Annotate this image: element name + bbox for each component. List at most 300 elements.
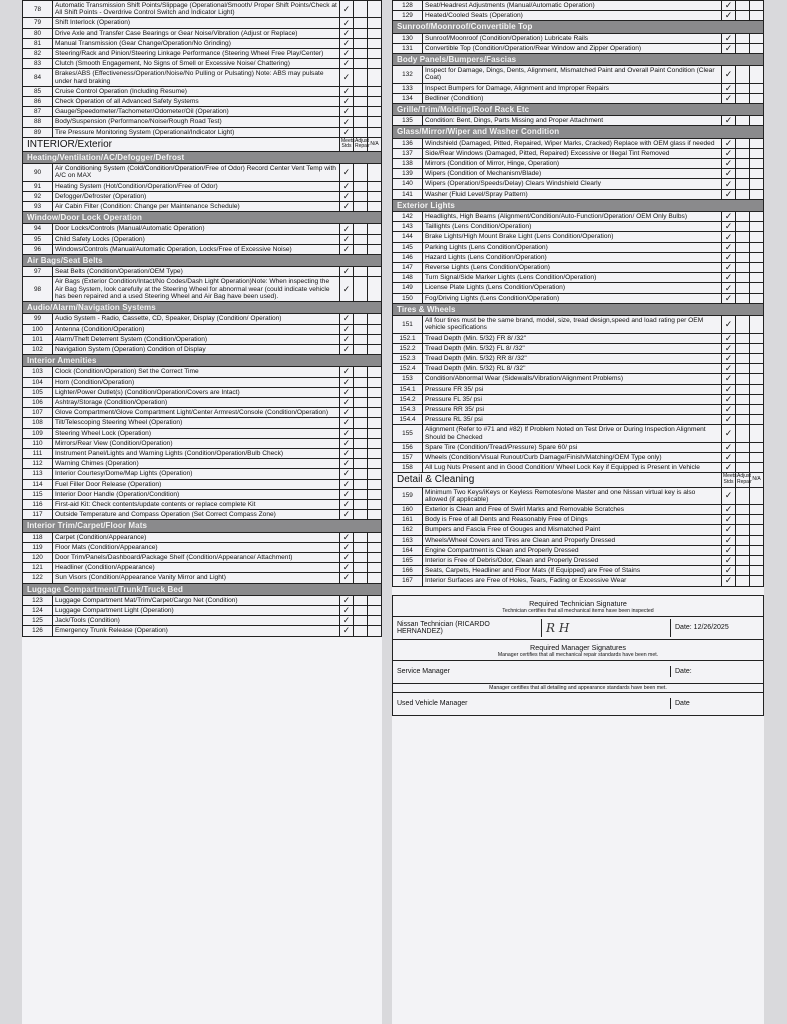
meets-standards-checkbox[interactable]: ✓ [722, 576, 736, 586]
meets-standards-checkbox[interactable]: ✓ [340, 334, 354, 344]
adjust-repair-checkbox[interactable] [354, 59, 368, 69]
right-checklist-table [392, 0, 764, 587]
not-applicable-checkbox[interactable] [368, 595, 382, 605]
meets-standards-checkbox[interactable]: ✓ [722, 116, 736, 126]
meets-standards-checkbox[interactable]: ✓ [340, 86, 354, 96]
not-applicable-checkbox[interactable] [750, 353, 764, 363]
meets-standards-checkbox[interactable]: ✓ [722, 343, 736, 353]
meets-standards-checkbox[interactable]: ✓ [722, 374, 736, 384]
not-applicable-checkbox[interactable] [368, 616, 382, 626]
not-applicable-checkbox[interactable] [750, 273, 764, 283]
not-applicable-checkbox[interactable] [750, 333, 764, 343]
adjust-repair-checkbox[interactable] [354, 408, 368, 418]
not-applicable-checkbox[interactable] [750, 33, 764, 43]
meets-standards-checkbox[interactable]: ✓ [722, 545, 736, 555]
not-applicable-checkbox[interactable] [368, 479, 382, 489]
not-applicable-checkbox[interactable] [750, 425, 764, 442]
not-applicable-checkbox[interactable] [368, 191, 382, 201]
adjust-repair-checkbox[interactable] [736, 222, 750, 232]
not-applicable-checkbox[interactable] [750, 394, 764, 404]
adjust-repair-checkbox[interactable] [354, 510, 368, 520]
adjust-repair-checkbox[interactable] [736, 83, 750, 93]
not-applicable-checkbox[interactable] [750, 148, 764, 158]
not-applicable-checkbox[interactable] [750, 179, 764, 189]
not-applicable-checkbox[interactable] [750, 189, 764, 199]
meets-standards-checkbox[interactable]: ✓ [722, 394, 736, 404]
not-applicable-checkbox[interactable] [750, 66, 764, 83]
meets-standards-checkbox[interactable]: ✓ [722, 212, 736, 222]
not-applicable-checkbox[interactable] [750, 169, 764, 179]
adjust-repair-checkbox[interactable] [354, 397, 368, 407]
meets-standards-checkbox[interactable]: ✓ [340, 418, 354, 428]
not-applicable-checkbox[interactable] [368, 97, 382, 107]
adjust-repair-checkbox[interactable] [736, 189, 750, 199]
adjust-repair-checkbox[interactable] [354, 18, 368, 28]
meets-standards-checkbox[interactable]: ✓ [340, 595, 354, 605]
adjust-repair-checkbox[interactable] [354, 97, 368, 107]
not-applicable-checkbox[interactable] [368, 127, 382, 137]
meets-standards-checkbox[interactable]: ✓ [722, 232, 736, 242]
adjust-repair-checkbox[interactable] [354, 164, 368, 181]
adjust-repair-checkbox[interactable] [354, 224, 368, 234]
not-applicable-checkbox[interactable] [368, 324, 382, 334]
not-applicable-checkbox[interactable] [750, 242, 764, 252]
adjust-repair-checkbox[interactable] [736, 116, 750, 126]
not-applicable-checkbox[interactable] [368, 532, 382, 542]
adjust-repair-checkbox[interactable] [736, 504, 750, 514]
meets-standards-checkbox[interactable]: ✓ [340, 107, 354, 117]
meets-standards-checkbox[interactable]: ✓ [722, 316, 736, 333]
item-description: Check Operation of all Advanced Safety Systems [53, 97, 340, 107]
adjust-repair-checkbox[interactable] [736, 43, 750, 53]
meets-standards-checkbox[interactable]: ✓ [340, 438, 354, 448]
not-applicable-checkbox[interactable] [368, 428, 382, 438]
item-description: Condition/Abnormal Wear (Sidewalls/Vibration/Alignment Problems) [423, 374, 722, 384]
adjust-repair-checkbox[interactable] [354, 605, 368, 615]
not-applicable-checkbox[interactable] [368, 334, 382, 344]
adjust-repair-checkbox[interactable] [736, 1, 750, 11]
adjust-repair-checkbox[interactable] [354, 563, 368, 573]
meets-standards-checkbox[interactable]: ✓ [722, 515, 736, 525]
adjust-repair-checkbox[interactable] [354, 459, 368, 469]
not-applicable-checkbox[interactable] [368, 181, 382, 191]
not-applicable-checkbox[interactable] [750, 452, 764, 462]
not-applicable-checkbox[interactable] [368, 117, 382, 127]
meets-standards-checkbox[interactable]: ✓ [722, 252, 736, 262]
meets-standards-checkbox[interactable]: ✓ [340, 397, 354, 407]
meets-standards-checkbox[interactable]: ✓ [340, 49, 354, 59]
not-applicable-checkbox[interactable] [368, 573, 382, 583]
item-number: 132 [393, 66, 423, 83]
meets-standards-checkbox[interactable]: ✓ [340, 510, 354, 520]
meets-standards-checkbox[interactable]: ✓ [340, 626, 354, 636]
adjust-repair-checkbox[interactable] [354, 573, 368, 583]
meets-standards-checkbox[interactable]: ✓ [340, 191, 354, 201]
adjust-repair-checkbox[interactable] [354, 448, 368, 458]
meets-standards-checkbox[interactable]: ✓ [722, 333, 736, 343]
adjust-repair-checkbox[interactable] [354, 367, 368, 377]
not-applicable-checkbox[interactable] [368, 438, 382, 448]
adjust-repair-checkbox[interactable] [736, 333, 750, 343]
adjust-repair-checkbox[interactable] [736, 535, 750, 545]
not-applicable-checkbox[interactable] [368, 69, 382, 86]
adjust-repair-checkbox[interactable] [736, 374, 750, 384]
adjust-repair-checkbox[interactable] [354, 234, 368, 244]
adjust-repair-checkbox[interactable] [736, 148, 750, 158]
meets-standards-checkbox[interactable]: ✓ [722, 463, 736, 473]
meets-standards-checkbox[interactable]: ✓ [722, 487, 736, 504]
adjust-repair-checkbox[interactable] [736, 33, 750, 43]
not-applicable-checkbox[interactable] [750, 293, 764, 303]
meets-standards-checkbox[interactable]: ✓ [722, 283, 736, 293]
not-applicable-checkbox[interactable] [368, 244, 382, 254]
adjust-repair-checkbox[interactable] [354, 387, 368, 397]
meets-standards-checkbox[interactable]: ✓ [340, 387, 354, 397]
meets-standards-checkbox[interactable]: ✓ [722, 425, 736, 442]
meets-standards-checkbox[interactable]: ✓ [340, 267, 354, 277]
not-applicable-checkbox[interactable] [750, 364, 764, 374]
adjust-repair-checkbox[interactable] [736, 263, 750, 273]
adjust-repair-checkbox[interactable] [736, 566, 750, 576]
meets-standards-checkbox[interactable]: ✓ [340, 224, 354, 234]
not-applicable-checkbox[interactable] [750, 138, 764, 148]
adjust-repair-checkbox[interactable] [736, 159, 750, 169]
not-applicable-checkbox[interactable] [368, 448, 382, 458]
section-header [393, 21, 764, 33]
not-applicable-checkbox[interactable] [750, 374, 764, 384]
not-applicable-checkbox[interactable] [750, 535, 764, 545]
not-applicable-checkbox[interactable] [368, 377, 382, 387]
item-number: 108 [23, 418, 53, 428]
not-applicable-checkbox[interactable] [750, 404, 764, 414]
not-applicable-checkbox[interactable] [368, 626, 382, 636]
adjust-repair-checkbox[interactable] [354, 1, 368, 18]
meets-standards-checkbox[interactable]: ✓ [722, 442, 736, 452]
not-applicable-checkbox[interactable] [368, 28, 382, 38]
adjust-repair-checkbox[interactable] [736, 252, 750, 262]
adjust-repair-checkbox[interactable] [354, 28, 368, 38]
adjust-repair-checkbox[interactable] [354, 428, 368, 438]
meets-standards-checkbox[interactable]: ✓ [340, 38, 354, 48]
not-applicable-checkbox[interactable] [368, 510, 382, 520]
not-applicable-checkbox[interactable] [750, 232, 764, 242]
not-applicable-checkbox[interactable] [368, 489, 382, 499]
adjust-repair-checkbox[interactable] [354, 595, 368, 605]
meets-standards-checkbox[interactable]: ✓ [722, 11, 736, 21]
not-applicable-checkbox[interactable] [368, 164, 382, 181]
meets-standards-checkbox[interactable]: ✓ [340, 542, 354, 552]
meets-standards-checkbox[interactable]: ✓ [340, 499, 354, 509]
not-applicable-checkbox[interactable] [368, 107, 382, 117]
adjust-repair-checkbox[interactable] [736, 576, 750, 586]
meets-standards-checkbox[interactable]: ✓ [722, 179, 736, 189]
technician-signature-title: Required Technician Signature [529, 598, 627, 608]
not-applicable-checkbox[interactable] [368, 202, 382, 212]
meets-standards-checkbox[interactable]: ✓ [340, 448, 354, 458]
adjust-repair-checkbox[interactable] [354, 38, 368, 48]
meets-standards-checkbox[interactable]: ✓ [722, 293, 736, 303]
adjust-repair-checkbox[interactable] [354, 191, 368, 201]
adjust-repair-checkbox[interactable] [736, 353, 750, 363]
adjust-repair-checkbox[interactable] [736, 425, 750, 442]
not-applicable-checkbox[interactable] [368, 38, 382, 48]
meets-standards-checkbox[interactable]: ✓ [722, 452, 736, 462]
meets-standards-checkbox[interactable]: ✓ [340, 97, 354, 107]
meets-standards-checkbox[interactable]: ✓ [722, 66, 736, 83]
not-applicable-checkbox[interactable] [368, 418, 382, 428]
not-applicable-checkbox[interactable] [750, 43, 764, 53]
not-applicable-checkbox[interactable] [750, 93, 764, 103]
adjust-repair-checkbox[interactable] [354, 377, 368, 387]
checklist-row [393, 384, 764, 394]
adjust-repair-checkbox[interactable] [354, 127, 368, 137]
meets-standards-checkbox[interactable]: ✓ [340, 202, 354, 212]
adjust-repair-checkbox[interactable] [736, 545, 750, 555]
meets-standards-checkbox[interactable]: ✓ [340, 616, 354, 626]
adjust-repair-checkbox[interactable] [354, 344, 368, 354]
not-applicable-checkbox[interactable] [368, 314, 382, 324]
adjust-repair-checkbox[interactable] [354, 181, 368, 191]
not-applicable-checkbox[interactable] [368, 408, 382, 418]
meets-standards-checkbox[interactable]: ✓ [340, 469, 354, 479]
not-applicable-checkbox[interactable] [750, 1, 764, 11]
adjust-repair-checkbox[interactable] [354, 107, 368, 117]
meets-standards-checkbox[interactable]: ✓ [340, 277, 354, 302]
adjust-repair-checkbox[interactable] [354, 69, 368, 86]
adjust-repair-checkbox[interactable] [354, 49, 368, 59]
adjust-repair-checkbox[interactable] [354, 117, 368, 127]
adjust-repair-checkbox[interactable] [354, 626, 368, 636]
meets-standards-checkbox[interactable]: ✓ [722, 138, 736, 148]
meets-standards-checkbox[interactable]: ✓ [722, 364, 736, 374]
adjust-repair-checkbox[interactable] [736, 343, 750, 353]
meets-standards-checkbox[interactable]: ✓ [340, 489, 354, 499]
adjust-repair-checkbox[interactable] [736, 316, 750, 333]
meets-standards-checkbox[interactable]: ✓ [340, 117, 354, 127]
adjust-repair-checkbox[interactable] [354, 532, 368, 542]
item-description: Bedliner (Condition) [423, 93, 722, 103]
adjust-repair-checkbox[interactable] [736, 487, 750, 504]
adjust-repair-checkbox[interactable] [736, 525, 750, 535]
meets-standards-checkbox[interactable]: ✓ [722, 83, 736, 93]
not-applicable-checkbox[interactable] [368, 277, 382, 302]
meets-standards-checkbox[interactable]: ✓ [340, 59, 354, 69]
meets-standards-checkbox[interactable]: ✓ [340, 324, 354, 334]
adjust-repair-checkbox[interactable] [736, 394, 750, 404]
not-applicable-checkbox[interactable] [368, 224, 382, 234]
adjust-repair-checkbox[interactable] [354, 616, 368, 626]
adjust-repair-checkbox[interactable] [736, 169, 750, 179]
meets-standards-checkbox[interactable]: ✓ [722, 242, 736, 252]
checklist-row [393, 293, 764, 303]
not-applicable-checkbox[interactable] [368, 542, 382, 552]
meets-standards-checkbox[interactable]: ✓ [340, 234, 354, 244]
meets-standards-checkbox[interactable]: ✓ [340, 428, 354, 438]
adjust-repair-checkbox[interactable] [354, 202, 368, 212]
adjust-repair-checkbox[interactable] [354, 86, 368, 96]
adjust-repair-checkbox[interactable] [736, 138, 750, 148]
meets-standards-checkbox[interactable]: ✓ [722, 263, 736, 273]
not-applicable-checkbox[interactable] [750, 316, 764, 333]
not-applicable-checkbox[interactable] [750, 555, 764, 565]
not-applicable-checkbox[interactable] [750, 566, 764, 576]
not-applicable-checkbox[interactable] [750, 11, 764, 21]
not-applicable-checkbox[interactable] [368, 605, 382, 615]
meets-standards-checkbox[interactable]: ✓ [340, 377, 354, 387]
meets-standards-checkbox[interactable]: ✓ [340, 314, 354, 324]
adjust-repair-checkbox[interactable] [736, 293, 750, 303]
adjust-repair-checkbox[interactable] [354, 489, 368, 499]
item-number: 152.1 [393, 333, 423, 343]
not-applicable-checkbox[interactable] [750, 442, 764, 452]
not-applicable-checkbox[interactable] [750, 212, 764, 222]
meets-standards-checkbox[interactable]: ✓ [722, 415, 736, 425]
not-applicable-checkbox[interactable] [368, 469, 382, 479]
adjust-repair-checkbox[interactable] [736, 463, 750, 473]
meets-standards-checkbox[interactable]: ✓ [722, 189, 736, 199]
not-applicable-checkbox[interactable] [368, 367, 382, 377]
adjust-repair-checkbox[interactable] [354, 469, 368, 479]
meets-standards-checkbox[interactable]: ✓ [340, 69, 354, 86]
meets-standards-checkbox[interactable]: ✓ [722, 93, 736, 103]
adjust-repair-checkbox[interactable] [354, 479, 368, 489]
adjust-repair-checkbox[interactable] [736, 404, 750, 414]
not-applicable-checkbox[interactable] [750, 283, 764, 293]
meets-standards-checkbox[interactable]: ✓ [722, 169, 736, 179]
adjust-repair-checkbox[interactable] [736, 11, 750, 21]
meets-standards-checkbox[interactable]: ✓ [722, 404, 736, 414]
meets-standards-checkbox[interactable]: ✓ [340, 1, 354, 18]
not-applicable-checkbox[interactable] [368, 387, 382, 397]
not-applicable-checkbox[interactable] [750, 222, 764, 232]
adjust-repair-checkbox[interactable] [354, 438, 368, 448]
not-applicable-checkbox[interactable] [368, 563, 382, 573]
not-applicable-checkbox[interactable] [750, 252, 764, 262]
adjust-repair-checkbox[interactable] [736, 452, 750, 462]
not-applicable-checkbox[interactable] [750, 83, 764, 93]
adjust-repair-checkbox[interactable] [736, 515, 750, 525]
not-applicable-checkbox[interactable] [750, 415, 764, 425]
adjust-repair-checkbox[interactable] [354, 542, 368, 552]
not-applicable-checkbox[interactable] [750, 545, 764, 555]
adjust-repair-checkbox[interactable] [736, 442, 750, 452]
not-applicable-checkbox[interactable] [750, 116, 764, 126]
meets-standards-checkbox[interactable]: ✓ [340, 479, 354, 489]
adjust-repair-checkbox[interactable] [354, 552, 368, 562]
meets-standards-checkbox[interactable]: ✓ [340, 367, 354, 377]
meets-standards-checkbox[interactable]: ✓ [722, 222, 736, 232]
adjust-repair-checkbox[interactable] [736, 179, 750, 189]
adjust-repair-checkbox[interactable] [736, 242, 750, 252]
adjust-repair-checkbox[interactable] [354, 244, 368, 254]
meets-standards-checkbox[interactable]: ✓ [722, 384, 736, 394]
not-applicable-checkbox[interactable] [368, 499, 382, 509]
adjust-repair-checkbox[interactable] [736, 212, 750, 222]
adjust-repair-checkbox[interactable] [736, 555, 750, 565]
meets-standards-checkbox[interactable]: ✓ [722, 273, 736, 283]
meets-standards-checkbox[interactable]: ✓ [722, 566, 736, 576]
item-number: 97 [23, 267, 53, 277]
meets-standards-checkbox[interactable]: ✓ [722, 148, 736, 158]
meets-standards-checkbox[interactable]: ✓ [340, 164, 354, 181]
not-applicable-checkbox[interactable] [368, 49, 382, 59]
not-applicable-checkbox[interactable] [368, 267, 382, 277]
adjust-repair-checkbox[interactable] [736, 232, 750, 242]
not-applicable-checkbox[interactable] [750, 515, 764, 525]
adjust-repair-checkbox[interactable] [354, 334, 368, 344]
adjust-repair-checkbox[interactable] [736, 93, 750, 103]
meets-standards-checkbox[interactable]: ✓ [722, 33, 736, 43]
meets-standards-checkbox[interactable]: ✓ [340, 573, 354, 583]
meets-standards-checkbox[interactable]: ✓ [340, 552, 354, 562]
not-applicable-checkbox[interactable] [750, 343, 764, 353]
not-applicable-checkbox[interactable] [368, 18, 382, 28]
not-applicable-checkbox[interactable] [368, 344, 382, 354]
not-applicable-checkbox[interactable] [368, 552, 382, 562]
meets-standards-checkbox[interactable]: ✓ [722, 555, 736, 565]
not-applicable-checkbox[interactable] [368, 59, 382, 69]
adjust-repair-checkbox[interactable] [736, 415, 750, 425]
meets-standards-checkbox[interactable]: ✓ [340, 127, 354, 137]
adjust-repair-checkbox[interactable] [736, 364, 750, 374]
meets-standards-checkbox[interactable]: ✓ [722, 43, 736, 53]
not-applicable-checkbox[interactable] [368, 86, 382, 96]
meets-standards-checkbox[interactable]: ✓ [340, 605, 354, 615]
meets-standards-checkbox[interactable]: ✓ [340, 563, 354, 573]
meets-standards-checkbox[interactable]: ✓ [722, 504, 736, 514]
meets-standards-checkbox[interactable]: ✓ [340, 181, 354, 191]
meets-standards-checkbox[interactable]: ✓ [722, 159, 736, 169]
meets-standards-checkbox[interactable]: ✓ [340, 18, 354, 28]
adjust-repair-checkbox[interactable] [736, 384, 750, 394]
not-applicable-checkbox[interactable] [368, 234, 382, 244]
not-applicable-checkbox[interactable] [750, 576, 764, 586]
not-applicable-checkbox[interactable] [368, 397, 382, 407]
meets-standards-checkbox[interactable]: ✓ [340, 408, 354, 418]
adjust-repair-checkbox[interactable] [736, 283, 750, 293]
not-applicable-checkbox[interactable] [750, 263, 764, 273]
meets-standards-checkbox[interactable]: ✓ [722, 1, 736, 11]
meets-standards-checkbox[interactable]: ✓ [722, 353, 736, 363]
item-description: Warning Chimes (Operation) [53, 459, 340, 469]
adjust-repair-checkbox[interactable] [354, 418, 368, 428]
not-applicable-checkbox[interactable] [368, 1, 382, 18]
adjust-repair-checkbox[interactable] [736, 273, 750, 283]
meets-standards-checkbox[interactable]: ✓ [722, 535, 736, 545]
item-description: Door Locks/Controls (Manual/Automatic Operation) [53, 224, 340, 234]
meets-standards-checkbox[interactable]: ✓ [340, 459, 354, 469]
meets-standards-checkbox[interactable]: ✓ [340, 344, 354, 354]
meets-standards-checkbox[interactable]: ✓ [340, 532, 354, 542]
not-applicable-checkbox[interactable] [750, 504, 764, 514]
adjust-repair-checkbox[interactable] [354, 267, 368, 277]
adjust-repair-checkbox[interactable] [354, 277, 368, 302]
not-applicable-checkbox[interactable] [750, 384, 764, 394]
not-applicable-checkbox[interactable] [750, 487, 764, 504]
not-applicable-checkbox[interactable] [750, 525, 764, 535]
not-applicable-checkbox[interactable] [750, 159, 764, 169]
meets-standards-checkbox[interactable]: ✓ [722, 525, 736, 535]
adjust-repair-checkbox[interactable] [354, 314, 368, 324]
meets-standards-checkbox[interactable]: ✓ [340, 244, 354, 254]
adjust-repair-checkbox[interactable] [354, 324, 368, 334]
meets-standards-checkbox[interactable]: ✓ [340, 28, 354, 38]
adjust-repair-checkbox[interactable] [354, 499, 368, 509]
item-description: Brakes/ABS (Effectiveness/Operation/Noise/No Pulling or Pulsating) Note: ABS may pulsate under hard braking [53, 69, 340, 86]
not-applicable-checkbox[interactable] [750, 463, 764, 473]
adjust-repair-checkbox[interactable] [736, 66, 750, 83]
not-applicable-checkbox[interactable] [368, 459, 382, 469]
